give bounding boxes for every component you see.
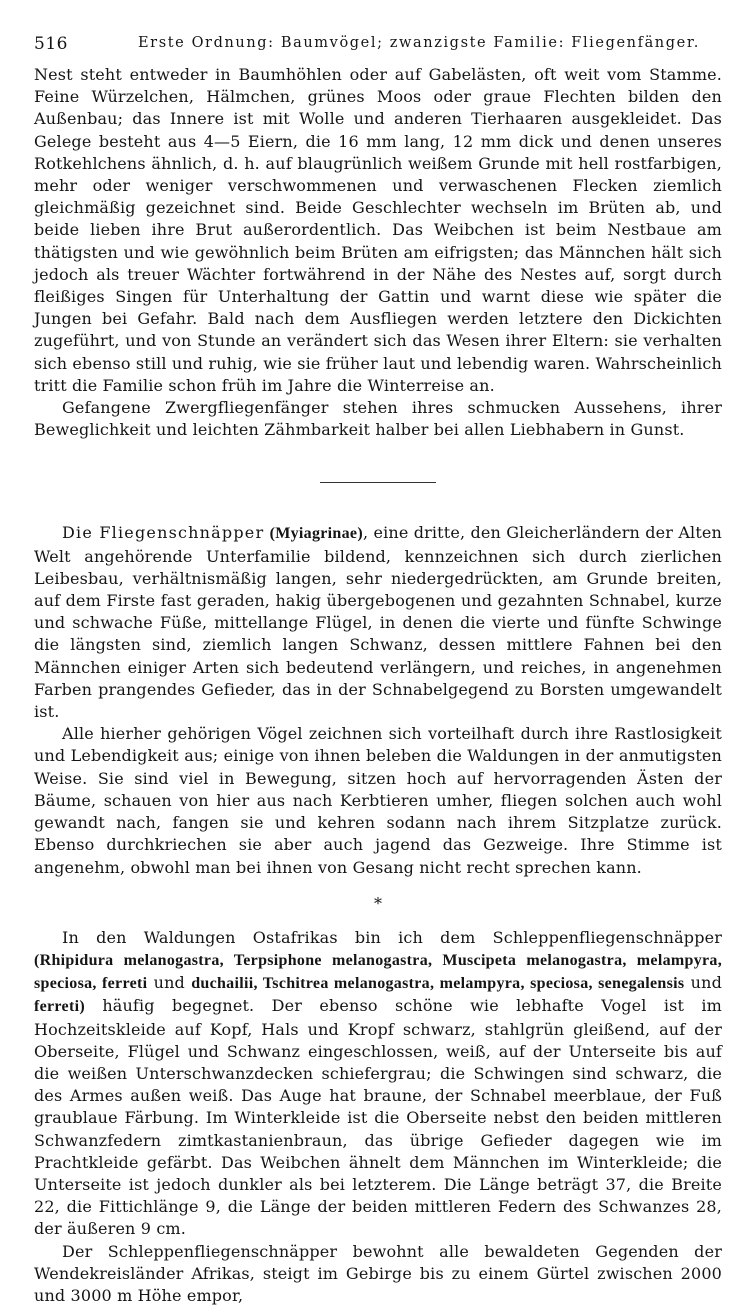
paragraph-text: In den Waldungen Ostafrikas bin ich dem Schleppenfliegenschnäpper: [62, 927, 722, 947]
page-number: 516: [34, 34, 68, 54]
paragraph-nest: Nest steht entweder in Baumhöhlen oder auf Gabelästen, oft weit vom Stamme. Feine Würzelchen, Hälmchen, grünes Moos oder graue Flechten bilden den Außenbau; das Innere ist mit Wolle und anderen Tierhaaren ausgekleidet. Das Gelege besteht aus 4—5 Eiern, die 16 mm lang, 12 mm dick und denen unseres Rotkehlchens ähnlich, d. h. auf blaugrünlich weißem Grunde mit hell rostfarbigen, mehr oder weniger verschwommenen und verwaschenen Flecken ziemlich gleichmäßig gezeichnet sind. Beide Geschlechter wechseln im Brüten ab, und beide lieben ihre Brut außerordentlich. Das Weibchen ist beim Nestbaue am thätigsten und wie gewöhnlich beim Brüten am eifrigsten; das Männchen hält sich jedoch als treuer Wächter fortwährend in der Nähe des Nestes auf, sorgt durch fleißiges Singen für Unterhaltung der Gattin und warnt diese wie später die Jungen bei Gefahr. Bald nach dem Ausfliegen werden letztere den Dickichten zugeführt, und von Stunde an verändert sich das Wesen ihrer Eltern: sie verhalten sich ebenso still und ruhig, wie sie früher laut und lebendig waren. Wahrscheinlich tritt die Familie schon früh im Jahre die Winterreise an.: [34, 65, 722, 395]
latin-synonyms: ferreti): [34, 998, 85, 1016]
running-head: Erste Ordnung: Baumvögel; zwanzigste Familie: Fliegenfänger.: [138, 35, 700, 51]
paragraph-species-description: [34, 927, 722, 1241]
section-divider: [320, 482, 436, 483]
paragraph-text: häufig begegnet. Der ebenso schöne wie lebhafte Vogel ist im Hochzeitskleide auf Kopf, Hals und Kropf schwarz, stahlgrün gleißend, auf der Oberseite, Flügel und Schwanz eingeschlossen, weiß, auf der Unterseite bis auf die weißen Unterschwanzdecken schiefergrau; die Schwingen sind schwarz, die des Armes außen weiß. Das Auge hat braune, der Schnabel meerblaue, der Fuß graublaue Färbung. Im Winterkleide ist die Oberseite nebst den beiden mittleren Schwanzfedern zimtkastanienbraun, das übrige Gefieder dagegen wie im Prachtkleide gefärbt. Das Weibchen ähnelt dem Männchen im Winterkleide; die Unterseite ist jedoch dunkler als bei letzterem. Die Länge beträgt 37, die Breite 22, die Fittichlänge 9, die Länge der beiden mittleren Federn des Schwanzes 28, der äußeren 9 cm.: [34, 996, 722, 1239]
latin-name: (Myiagrinae): [269, 525, 363, 543]
asterisk-divider: *: [374, 893, 382, 913]
paragraph-text: , eine dritte, den Gleicherländern der Alten Welt angehörende Unterfamilie bildend, kennzeichnen sich durch zierlichen Leibesbau, verhältnismäßig langen, sehr niedergedrückten, am Grunde breiten, auf dem Firste fast geraden, hakig übergebogenen und gezahnten Schnabel, kurze und schwache Füße, mittellange Flügel, in denen die vierte und fünfte Schwinge die längsten sind, ziemlich langen Schwanz, dessen mittlere Fahnen bei den Männchen einiger Arten sich bedeutend verlängern, und reiches, in angenehmen Farben prangendes Gefieder, das in der Schnabelgegend zu Borsten umgewandelt ist.: [34, 523, 722, 722]
page-header: [34, 34, 722, 58]
page-body: [34, 64, 722, 1307]
latin-synonyms: (Rhipidura melanogastra, Terpsiphone melanogastra, Muscipeta melanogastra, melampyra, speciosa, ferreti: [34, 951, 722, 993]
paragraph-behaviour: Alle hierher gehörigen Vögel zeichnen sich vorteilhaft durch ihre Rastlosigkeit und Lebendigkeit aus; einige von ihnen beleben die Waldungen in der anmutigsten Weise. Sie sind viel in Bewegung, sitzen hoch auf hervorragenden Ästen der Bäume, schauen von hier aus nach Kerbtieren umher, fliegen solchen auch wohl gewandt nach, fangen sie und kehren sodann nach ihrem Sitzplatze zurück. Ebenso durchkriechen sie aber auch jagend das Gezweige. Ihre Stimme ist angenehm, obwohl man bei ihnen von Gesang nicht recht sprechen kann.: [34, 724, 722, 877]
paragraph-subfamily-intro: [34, 522, 722, 723]
paragraph-distribution: Der Schleppenfliegenschnäpper bewohnt alle bewaldeten Gegenden der Wendekreisländer Afrikas, steigt im Gebirge bis zu einem Gürtel zwischen 2000 und 3000 m Höhe empor,: [34, 1241, 722, 1305]
paragraph-captivity: Gefangene Zwergfliegenfänger stehen ihres schmucken Aussehens, ihrer Beweglichkeit und leichten Zähmbarkeit halber bei allen Liebhabern in Gunst.: [34, 398, 722, 440]
section-title: Die Fliegenschnäpper: [62, 523, 265, 543]
latin-synonyms: duchailii, Tschitrea melanogastra, melampyra, speciosa, senegalensis: [191, 975, 685, 993]
paragraph-text: und: [690, 973, 722, 993]
paragraph-text: und: [153, 973, 185, 993]
